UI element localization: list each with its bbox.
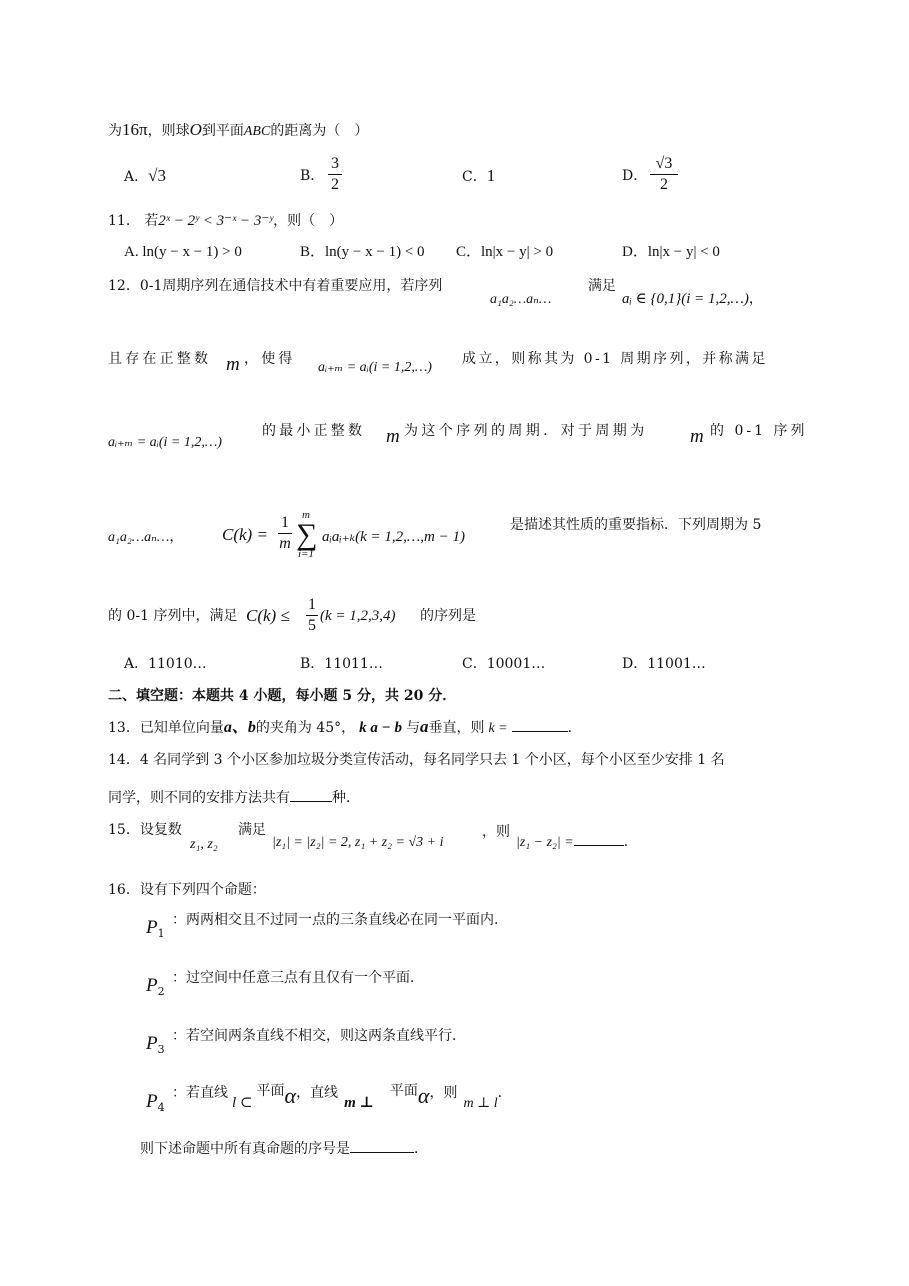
q11-option-a: A. ln(y − x − 1) > 0 <box>124 244 242 260</box>
q12-line1-condition: aᵢ ∈ {0,1}(i = 1,2,…)， <box>622 291 763 307</box>
q15-then: ，则 <box>482 824 510 840</box>
q12-line5-fraction: 1 5 <box>308 596 316 634</box>
q11-option-d: D．ln|x − y| < 0 <box>622 244 720 260</box>
section-title: 二、填空题：本题共 4 小题，每小题 5 分，共 20 分． <box>108 688 457 704</box>
q11-option-b: B．ln(y − x − 1) < 0 <box>300 244 425 260</box>
q16-stem: 16．设有下列四个命题： <box>108 882 266 898</box>
q10-option-a: A．√3 <box>124 166 166 185</box>
q12-line4-fraction: 1 m <box>279 514 291 552</box>
q10-option-d-fraction: √3 2 <box>650 155 678 194</box>
q12-line4-sequence: a₁a₂…aₙ…， <box>108 529 184 545</box>
q12-line4-term: aᵢaᵢ₊ₖ(k = 1,2,…,m − 1) <box>322 529 465 545</box>
q15-ask: |z₁ − z₂| = ． <box>516 834 638 850</box>
q12-line3-a: 的最小正整数 <box>262 423 366 439</box>
answer-blank[interactable] <box>512 717 568 732</box>
q16-final: 则下述命题中所有真命题的序号是 ． <box>140 1138 428 1159</box>
math-m: m <box>690 426 704 447</box>
math-ABC: ABC <box>243 124 271 139</box>
q10-option-c: C．1 <box>462 166 496 185</box>
q12-line4-text: 是描述其性质的重要指标．下列周期为 5 <box>510 517 762 533</box>
q12-line2-equation: aᵢ₊ₘ = aᵢ(i = 1,2,…) <box>318 360 432 375</box>
q10-option-b-fraction: 3 2 <box>328 155 342 194</box>
p3-text: ：若空间两条直线不相交，则这两条直线平行． <box>172 1028 466 1044</box>
p1-text: ：两两相交且不过同一点的三条直线必在同一平面内． <box>172 912 508 928</box>
math-O: O <box>189 120 202 139</box>
p3-label: $P_3$ <box>146 1033 165 1056</box>
p2-text: ：过空间中任意三点有且仅有一个平面． <box>172 970 424 986</box>
q12-option-a: A．11010… <box>124 656 207 672</box>
q14-line2: 同学，则不同的安排方法共有 种． <box>108 787 360 808</box>
q12-line4-Ck: C(k) = <box>222 525 268 544</box>
math-m: m <box>226 354 240 375</box>
q12-line2-a: 且存在正整数 <box>108 351 212 367</box>
q15-satisfy: 满足 <box>238 822 266 838</box>
q11-stem: 11. 若2ˣ − 2ʸ < 3⁻ˣ − 3⁻ʸ，则（ ） <box>108 213 344 229</box>
q10-option-b-label: B． <box>300 168 325 184</box>
math-m: m <box>386 426 400 447</box>
q12-line5-a: 的 0-1 序列中，满足 <box>108 608 238 624</box>
p4-text: ：若直线l ⊂平面α，直线m ⊥平面α，则m ⊥ l． <box>172 1083 512 1111</box>
q10-option-d-label: D． <box>622 168 648 184</box>
sum-upper-limit: m <box>302 509 310 521</box>
q14-line1: 14．4 名同学到 3 个小区参加垃圾分类宣传活动，每名同学只去 1 个小区，每个小区至少安排 1 名 <box>108 752 725 768</box>
q12-option-c: C．10001… <box>462 656 546 672</box>
q12-line1-text: 12．0-1周期序列在通信技术中有着重要应用，若序列 <box>108 278 443 294</box>
math-16pi: 16π <box>122 120 148 139</box>
q12-line2-c: 成立，则称其为 0-1 周期序列，并称满足 <box>462 351 768 367</box>
q15-prefix: 15．设复数 <box>108 822 182 838</box>
q13: 13．已知单位向量a、b的夹角为 45°， k a − b 与a垂直，则 k = ． <box>108 717 582 736</box>
sigma-icon: ∑ <box>296 518 318 551</box>
q12-line5-Ck: C(k) ≤ <box>246 606 290 625</box>
q10-stem: 为16π，则球O到平面ABC的距离为（ ） <box>108 120 369 139</box>
sum-lower-limit: i=1 <box>298 548 314 560</box>
answer-blank[interactable] <box>290 787 332 802</box>
q12-line3-b: 为这个序列的周期．对于周期为 <box>404 423 648 439</box>
q12-line1-satisfy: 满足 <box>588 278 616 294</box>
q12-line1-sequence: a₁a₂…aₙ… <box>490 292 552 307</box>
p1-label: $P_1$ <box>146 917 165 940</box>
p2-label: $P_2$ <box>146 975 165 998</box>
q12-line2-b: ，使得 <box>244 351 296 367</box>
p4-label: $P_4$ <box>146 1091 165 1114</box>
q12-line3-c: 的 0-1 序列 <box>710 423 808 439</box>
answer-blank[interactable] <box>574 835 624 846</box>
answer-blank[interactable] <box>350 1138 414 1153</box>
q15-z: z₁, z₂ <box>190 837 218 852</box>
q12-line3-equation: aᵢ₊ₘ = aᵢ(i = 1,2,…) <box>108 435 222 450</box>
q12-line5-k-range: (k = 1,2,3,4) <box>320 608 396 624</box>
q15-condition: |z₁| = |z₂| = 2, z₁ + z₂ = √3 + i <box>272 835 444 850</box>
q12-option-d: D．11001… <box>622 656 706 672</box>
q12-option-b: B．11011… <box>300 656 383 672</box>
q11-option-c: C．ln|x − y| > 0 <box>456 244 554 260</box>
q11-inequality: 2ˣ − 2ʸ < 3⁻ˣ − 3⁻ʸ <box>158 213 274 229</box>
q12-line5-b: 的序列是 <box>420 608 476 624</box>
